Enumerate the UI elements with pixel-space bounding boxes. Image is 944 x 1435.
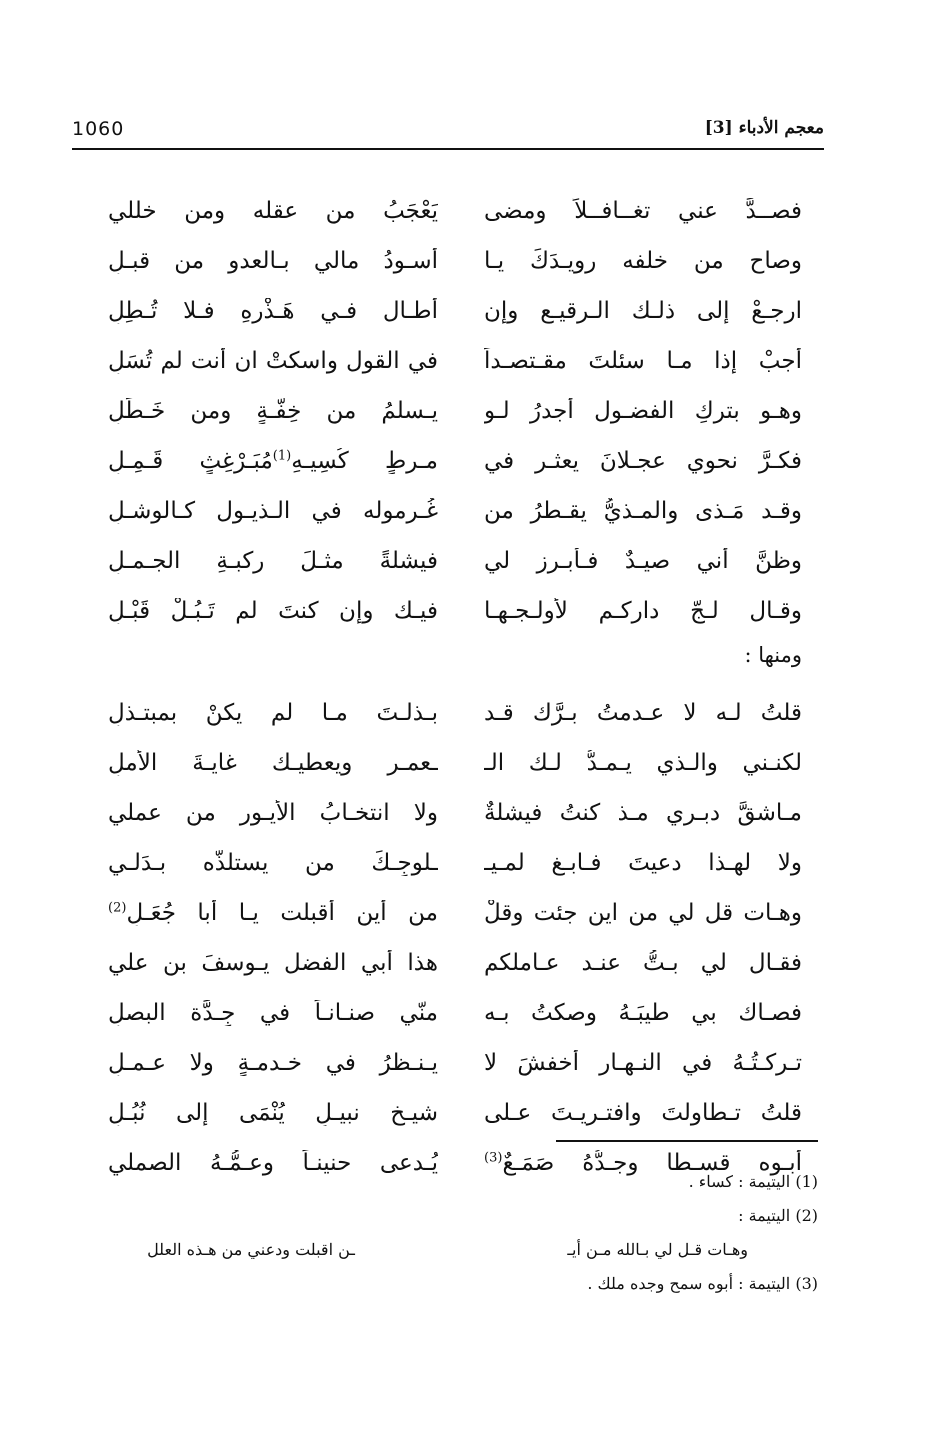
- verse-first-hemistich: [484, 700, 836, 726]
- verse-second-hemistich: [108, 800, 438, 826]
- hemistich-text: وظنَّ أني صيـدٌ فـأبـرز لي: [484, 548, 802, 574]
- verse-first-hemistich: [484, 548, 836, 574]
- hemistich-text: ولا لهـذا دعيتَ فـابـغ لمـيـ: [484, 850, 802, 876]
- hemistich-text: شيـخٍ نبيـلٍ يُنْمَى إلى نُبُـلِ: [108, 1100, 438, 1126]
- verse-line: [60, 788, 836, 838]
- verse-line: [60, 336, 836, 386]
- verse-second-hemistich: [108, 548, 438, 574]
- verse-second-hemistich: [108, 298, 438, 324]
- hemistich-text: من أين أقبلت يـا أبا جُعَـلِ: [126, 900, 438, 926]
- hemistich-text: فقـال لي بـتُّ عنـد عـاملكم: [484, 950, 802, 976]
- running-title: معجم الأدباء [3]: [704, 118, 824, 138]
- hemistich-text: أسـودُ مالي بـالعدوِ من قبـلِ: [108, 248, 438, 274]
- hemistich-text: غُـرموله في الـذيـول كـالوشـلِ: [108, 498, 438, 524]
- hemistich-text: وصاح من خلفه رويـدَكَ يـا: [484, 248, 802, 274]
- hemistich-text: يـنـظرُ في خـدمـةٍ ولا عـمـلِ: [108, 1050, 438, 1076]
- hemistich-text: أبـوه قسـطا وجـدُّهُ صَمَـعٌ: [502, 1150, 802, 1176]
- hemistich-text: في القول واسكتْ ان أنت لم تُسَلِ: [108, 348, 438, 374]
- verse-first-hemistich: [484, 348, 836, 374]
- hemistich-text: قلتُ لـه لا عـدمتُ بـرَّك قـد: [484, 700, 802, 726]
- hemistich-text: وهـو بتركِ الفضـول أجدرُ لـو: [484, 398, 802, 424]
- verse-first-hemistich: [484, 850, 836, 876]
- verse-second-hemistich: [108, 448, 438, 474]
- verse-second-hemistich: [108, 950, 438, 976]
- footnote-3: (3) اليتيمة : أبوه سمح وجده ملك .: [587, 1274, 818, 1293]
- hemistich-text: فيـك وإن كنتَ لم تَـبُـلْ قَبْـلِ: [108, 598, 438, 624]
- verse-line: [60, 688, 836, 738]
- verse-line: [60, 1038, 836, 1088]
- verse-second-hemistich: [108, 750, 438, 776]
- verse-line: [60, 236, 836, 286]
- verse-first-hemistich: [484, 1000, 836, 1026]
- footnote-2-verse-right: وهـات قـل لي بـالله مـن أيـ: [567, 1240, 748, 1259]
- hemistich-text: وقـد مَـذى والمـذيُّ يقـطرُ من: [484, 498, 802, 524]
- footnote-marker: (1): [272, 448, 292, 464]
- section-label: ومنها :: [744, 643, 802, 667]
- verse-first-hemistich: [484, 750, 836, 776]
- footnote-2: (2) اليتيمة :: [738, 1206, 818, 1225]
- footnote-separator: [556, 1140, 818, 1142]
- hemistich-text: بـذلـتَ مـا لم يكنْ بمبتـذلِ: [108, 700, 438, 726]
- hemistich-text: قلتُ تـطاولتَ وافتـريـتَ عـلى: [484, 1100, 802, 1126]
- verse-line: [60, 536, 836, 586]
- stanza-1: [60, 186, 836, 636]
- hemistich-text: مـاشقَّ دبـري مـذ كنتُ فيشلةٌ: [484, 800, 802, 826]
- verse-line: [60, 386, 836, 436]
- hemistich-text: يُـدعى حنينـاً وعـمُّـهُ الصملي: [108, 1150, 438, 1176]
- verse-first-hemistich: [484, 1100, 836, 1126]
- footnote-2-verse-left: ـن اقبلت ودعني من هـذه العلل: [147, 1240, 355, 1259]
- hemistich-text: يـسلمُ من خِفَّـةٍ ومن خَـطَلِ: [108, 398, 438, 424]
- verse-second-hemistich: [108, 198, 438, 224]
- page-header: [72, 112, 824, 150]
- verse-first-hemistich: [484, 298, 836, 324]
- verse-second-hemistich: [108, 1000, 438, 1026]
- stanza-2: [60, 688, 836, 1188]
- verse-second-hemistich: [108, 700, 438, 726]
- hemistich-text: مـرطٍ كُسِيـهِ: [291, 448, 438, 474]
- footnote-1: (1) اليتيمة : كساء .: [688, 1172, 818, 1191]
- hemistich-text: يَعْجَبُ من عقله ومن خللي: [108, 198, 438, 224]
- verse-line: [60, 286, 836, 336]
- verse-first-hemistich: [484, 398, 836, 424]
- verse-line: [60, 888, 836, 938]
- verse-second-hemistich: [108, 248, 438, 274]
- verse-line: [60, 1088, 836, 1138]
- verse-second-hemistich: [108, 900, 438, 926]
- verse-second-hemistich: [108, 1050, 438, 1076]
- hemistich-text: منّي صنـانـاً في جِـدَّة البصلِ: [108, 1000, 438, 1026]
- hemistich-text: أجبْ إذا مـا سئلتَ مقـتصـداً: [484, 348, 802, 374]
- hemistich-text: فصـاك بي طيبَـهُ وصكتُ بـه: [484, 1000, 802, 1026]
- verse-line: [60, 838, 836, 888]
- verse-first-hemistich: [484, 1050, 836, 1076]
- verse-first-hemistich: [484, 448, 836, 474]
- verse-line: [60, 186, 836, 236]
- hemistich-text: لكنـني والـذي يـمـدُّ لـك الـ: [484, 750, 802, 776]
- footnote-marker: (2): [108, 900, 127, 916]
- verse-line: [60, 486, 836, 536]
- hemistich-text: ـلوجِـكَ من يستلذّه بـدَلـي: [108, 850, 438, 876]
- verse-line: [60, 988, 836, 1038]
- footnote-marker: (3): [484, 1150, 503, 1166]
- poem: [60, 186, 836, 1188]
- verse-second-hemistich: [108, 498, 438, 524]
- verse-first-hemistich: [484, 248, 836, 274]
- hemistich-text: فيشلةً مثـلَ ركبـةِ الجـمـلِ: [108, 548, 438, 574]
- hemistich-text: فصــدَّ عني تغــافــلاً ومضى: [484, 198, 802, 224]
- verse-second-hemistich: [108, 348, 438, 374]
- hemistich-text: ولا انتخـابُ الأيـورِ من عملي: [108, 800, 438, 826]
- footnote-2-verse: [100, 1233, 818, 1267]
- hemistich-text: هذا أبي الفضل يـوسفَ بن علي: [108, 950, 438, 976]
- verse-first-hemistich: [484, 800, 836, 826]
- verse-second-hemistich: [108, 598, 438, 624]
- hemistich-text: وقـال لـجّ داركـم لأولـجـهـا: [484, 598, 802, 624]
- stanza-gap: [60, 674, 836, 688]
- verse-first-hemistich: [484, 598, 836, 624]
- hemistich-text: ارجـعْ إلى ذلـك الـرقيـع وإن: [484, 298, 802, 324]
- hemistich-text: أطـال فـي هَـذْرِهِ فـلا تُـطِلِ: [108, 298, 438, 324]
- verse-first-hemistich: [484, 950, 836, 976]
- hemistich-text: ـعمـر ويعطيـك غايـةَ الأملِ: [108, 750, 438, 776]
- verse-second-hemistich: [108, 850, 438, 876]
- verse-first-hemistich: [484, 900, 836, 926]
- verse-line: [60, 586, 836, 636]
- verse-line: [60, 738, 836, 788]
- verse-first-hemistich: [484, 498, 836, 524]
- hemistich-text: مُبَـرْغِثٍ قَـمِـلِ: [108, 448, 273, 474]
- hemistich-text: فكـرَّ نحوي عجـلانَ يعثـر في: [484, 448, 802, 474]
- verse-line: [60, 938, 836, 988]
- verse-line: [60, 436, 836, 486]
- page-number: 1060: [72, 118, 125, 140]
- verse-second-hemistich: [108, 398, 438, 424]
- footnotes: [100, 1165, 818, 1301]
- verse-second-hemistich: [108, 1100, 438, 1126]
- hemistich-text: وهـات قل لي من اين جئت وقلْ: [484, 900, 802, 926]
- verse-first-hemistich: [484, 198, 836, 224]
- hemistich-text: تـركـتُـهُ في النـهـار أخفشَ لا: [484, 1050, 802, 1076]
